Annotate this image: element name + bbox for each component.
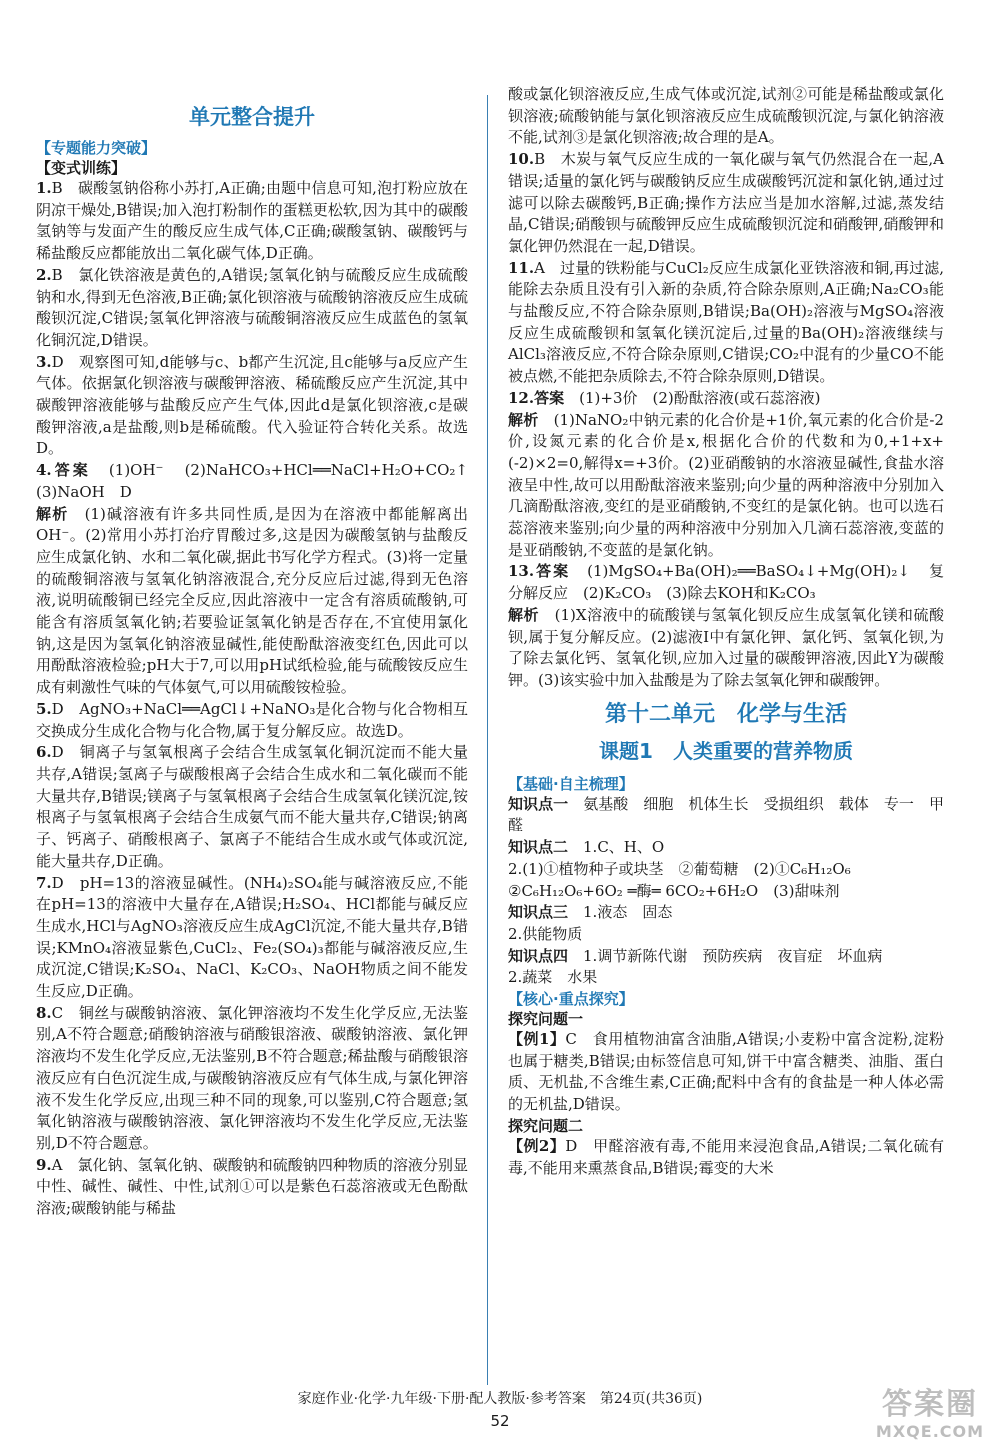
item-number: 3. xyxy=(36,352,52,371)
knowledge-text: 1.液态 固态 xyxy=(583,903,673,922)
watermark-bottom: MXQE.COM xyxy=(875,1422,985,1441)
column-divider xyxy=(487,95,488,1385)
item-text: C 铜丝与碳酸钠溶液、氯化钾溶液均不发生化学反应,无法鉴别,A不符合题意;硝酸钠溶液与硝酸银溶液、碳酸钠溶液、氯化钾溶液均不发生化学反应,无法鉴别,B不符合题意;稀盐酸与硝酸银溶液反应有白色沉淀生成,与碳酸钠溶液反应有气体生成,与氯化钾溶液不发生化学反应,出现三种不同的现象,可以鉴别,C符合题意;氢氧化钠溶液与碳酸钠溶液、氯化钾溶液均不发生化学反应,无法鉴别,D不符合题意。 xyxy=(36,1003,468,1152)
answer-item xyxy=(36,742,468,872)
item-number: 8. xyxy=(36,1003,52,1022)
answer-item xyxy=(508,84,944,149)
knowledge-item xyxy=(508,946,944,968)
knowledge-label: 知识点四 xyxy=(508,946,584,965)
right-column xyxy=(508,84,944,1179)
item-number: 5. xyxy=(36,699,52,718)
item-text: D 观察图可知,d能够与c、b都产生沉淀,且c能够与a反应产生气体。依据氯化钡溶液与碳酸钾溶液、稀硫酸反应产生沉淀,其中碳酸钾溶液能够与盐酸反应产生气体,因此d是氯化钡溶液,c是碳酸钾溶液,a是盐酸,则b是稀硫酸。代入验证符合转化关系。故选D。 xyxy=(36,352,468,458)
knowledge-item xyxy=(508,859,944,881)
item-label: 解析 xyxy=(508,605,555,624)
item-text: D pH=13的溶液显碱性。(NH₄)₂SO₄能与碱溶液反应,不能在pH=13的溶液中大量存在,A错误;H₂SO₄、HCl都能与碱反应生成水,HCl与AgNO₃溶液反应生成AgCl沉淀,不能大量共存,B错误;KMnO₄溶液显紫色,CuCl₂、Fe₂(SO₄)₃都能与碱溶液反应,生成沉淀,C错误;K₂SO₄、NaCl、K₂CO₃、NaOH物质之间不能发生反应,D正确。 xyxy=(36,873,468,1001)
item-number: 13. xyxy=(508,562,535,581)
item-text: A 氯化钠、氢氧化钠、碳酸钠和硫酸钠四种物质的溶液分别显中性、碱性、碱性、中性,试剂①可以是紫色石蕊溶液或无色酚酞溶液;碳酸钠能与稀盐 xyxy=(36,1155,468,1218)
answer-item xyxy=(508,561,944,604)
left-answer-list xyxy=(36,178,483,1220)
example-2-text: D 甲醛溶液有毒,不能用来浸泡食品,A错误;二氧化硫有毒,不能用来熏蒸食品,B错误;霉变的大米 xyxy=(508,1136,945,1177)
item-text: (1)MgSO₄+Ba(OH)₂══BaSO₄↓+Mg(OH)₂↓ 复分解反应 (2)K₂CO₃ (3)除去KOH和K₂CO₃ xyxy=(508,562,944,603)
item-text: D 铜离子与氢氧根离子会结合生成氢氧化铜沉淀而不能大量共存,A错误;氢离子与碳酸根离子会结合生成水和二氧化碳而不能大量共存,B错误;镁离子与氢氧根离子会结合生成氢氧化镁沉淀,铵根离子与氢氧根离子会结合生成氨气而不能大量共存,C错误;钠离子、钙离子、硝酸根离子、氯离子不能结合生成水或气体或沉淀,能大量共存,D正确。 xyxy=(36,743,468,870)
item-text: (1)+3价 (2)酚酞溶液(或石蕊溶液) xyxy=(579,388,821,407)
item-text: (1)碱溶液有许多共同性质,是因为在溶液中都能解离出OH⁻。(2)常用小苏打治疗胃酸过多,这是因为碳酸氢钠与盐酸反应生成氯化钠、水和二氧化碳,据此书写化学方程式。(3)将一定量的硫酸铜溶液与氢氧化钠溶液混合,充分反应后过滤,得到无色溶液,说明硫酸铜已经完全反应,因此溶液中一定含有溶质硫酸钠,可能含有溶质氢氧化钠;若要验证氢氧化钠是否存在,不宜使用氯化钠,这是因为氢氧化钠溶液显碱性,能使酚酞溶液变红色,因此可以用酚酞溶液检验;pH大于7,可以用pH试纸检验,能与硫酸铵反应生成有刺激性气味的气体氨气,可以用硫酸铵检验。 xyxy=(36,504,468,697)
knowledge-list xyxy=(508,794,944,989)
answer-item xyxy=(36,265,468,352)
example-2 xyxy=(508,1136,944,1179)
example-2-label: 【例2】 xyxy=(508,1136,566,1155)
item-number: 9. xyxy=(36,1155,52,1174)
explore-heading-2: 探究问题二 xyxy=(508,1116,584,1135)
item-text: (1)X溶液中的硫酸镁与氢氧化钡反应生成氢氧化镁和硫酸钡,属于复分解反应。(2)滤液Ⅰ中有氯化钾、氯化钙、氢氧化钡,为了除去氯化钙、氢氧化钡,应加入过量的碳酸钾溶液,因此Y为碳酸钾。(3)该实验中加入盐酸是为了除去氢氧化钾和碳酸钾。 xyxy=(508,605,944,689)
item-number: 12. xyxy=(508,388,535,407)
item-text: (1)OH⁻ (2)NaHCO₃+HCl══NaCl+H₂O+CO₂↑ (3)NaOH D xyxy=(36,461,483,501)
answer-item xyxy=(36,178,468,265)
knowledge-text: 2.供能物质 xyxy=(508,924,583,943)
answer-item xyxy=(36,1155,468,1220)
knowledge-text: 氨基酸 细胞 机体生长 受损组织 载体 专一 甲醛 xyxy=(508,794,944,835)
example-1 xyxy=(508,1029,944,1116)
sub-heading: 【变式训练】 xyxy=(36,159,127,177)
answer-item xyxy=(508,605,944,692)
site-watermark xyxy=(868,1388,992,1448)
item-number: 10. xyxy=(508,150,535,169)
item-label: 答案 xyxy=(534,562,588,581)
answer-item xyxy=(508,149,944,258)
knowledge-item xyxy=(508,902,944,924)
knowledge-text: 1.调节新陈代谢 预防疾病 夜盲症 坏血病 xyxy=(583,946,883,965)
item-text: A 过量的铁粉能与CuCl₂反应生成氯化亚铁溶液和铜,再过滤,能除去杂质且没有引入新的杂质,符合除杂原则,A正确;Na₂CO₃能与盐酸反应,不符合除杂原则,B错误;Ba(OH)₂溶液与MgSO₄溶液反应生成硫酸钡和氢氧化镁沉淀后,过量的Ba(OH)₂溶液继续与AlCl₃溶液反应,不符合除杂原则,C错误;CO₂中混有的少量CO不能被点燃,不能把杂质除去,不符合除杂原则,D错误。 xyxy=(508,258,944,386)
item-label: 答案 xyxy=(534,388,580,407)
lesson-title: 课题1 人类重要的营养物质 xyxy=(599,738,853,763)
item-number: 4. xyxy=(36,461,52,480)
item-text: (1)NaNO₂中钠元素的化合价是+1价,氧元素的化合价是-2价,设氮元素的化合价是x,根据化合价的代数和为0,+1+x+(-2)×2=0,解得x=+3价。(2)亚硝酸钠的水溶液显碱性,食盐水溶液呈中性,故可以用酚酞溶液来鉴别;向少量的两种溶液中分别加入几滴酚酞溶液,变红的是亚硝酸钠,不变红的是氯化钠。也可以选石蕊溶液来鉴别;向少量的两种溶液中分别加入几滴石蕊溶液,变蓝的是亚硝酸钠,不变蓝的是氯化钠。 xyxy=(508,410,944,559)
knowledge-item xyxy=(508,881,944,903)
example-1-text: C 食用植物油富含油脂,A错误;小麦粉中富含淀粉,淀粉也属于糖类,B错误;由标签信息可知,饼干中富含糖类、油脂、蛋白质、无机盐,不含维生素,C正确;配料中含有的食盐是一种人体必需的无机盐,D错误。 xyxy=(508,1030,945,1114)
answer-item xyxy=(508,410,944,562)
answer-item xyxy=(508,258,944,388)
answer-item xyxy=(36,873,468,1003)
core-heading: 【核心·重点探究】 xyxy=(508,990,634,1009)
item-number: 1. xyxy=(36,179,52,197)
knowledge-label: 知识点二 xyxy=(508,838,584,857)
answer-item xyxy=(36,504,468,699)
knowledge-item xyxy=(508,924,944,946)
knowledge-text: 2.(1)①植物种子或块茎 ②葡萄糖 (2)①C₆H₁₂O₆ xyxy=(508,859,851,878)
box-heading: 【专题能力突破】 xyxy=(36,139,157,157)
item-number: 7. xyxy=(36,873,52,892)
item-number: 6. xyxy=(36,743,52,762)
example-1-label: 【例1】 xyxy=(508,1030,566,1049)
knowledge-text: 2.蔬菜 水果 xyxy=(508,968,598,987)
answer-item xyxy=(36,1003,468,1155)
knowledge-item xyxy=(508,794,944,837)
left-column xyxy=(36,84,483,1220)
unit-title: 第十二单元 化学与生活 xyxy=(604,701,847,727)
item-text: B 碳酸氢钠俗称小苏打,A正确;由题中信息可知,泡打粉应放在阴凉干燥处,B错误;加入泡打粉制作的蛋糕更松软,因为其中的碳酸氢钠等与发面产生的酸反应生成气体,C正确;碳酸氢钠、碳酸钙与稀盐酸反应都能放出二氧化碳气体,D正确。 xyxy=(36,179,468,263)
answer-item xyxy=(508,388,944,410)
item-label: 解析 xyxy=(508,410,554,429)
knowledge-label: 知识点三 xyxy=(508,903,584,922)
item-label: 解析 xyxy=(36,504,85,523)
item-text: D AgNO₃+NaCl══AgCl↓+NaNO₃是化合物与化合物相互交换成分生成化合物与化合物,属于复分解反应。故选D。 xyxy=(36,699,468,740)
answer-item xyxy=(36,460,483,503)
item-label: 答案 xyxy=(51,461,109,480)
explore-heading-1: 探究问题一 xyxy=(508,1010,584,1029)
item-text: B 木炭与氧气反应生成的一氧化碳与氧气仍然混合在一起,A错误;适量的氯化钙与碳酸钠反应生成碳酸钙沉淀和氯化钠,通过过滤可以除去碳酸钙,B正确;操作方法应当是加水溶解,过滤,蒸发结晶,C错误;硝酸钡与硫酸钾反应生成硫酸钡沉淀和硝酸钾,硝酸钾和氯化钾仍然混在一起,D错误。 xyxy=(508,150,944,255)
knowledge-item xyxy=(508,967,944,989)
section-title: 单元整合提升 xyxy=(189,105,315,129)
item-text: B 氯化铁溶液是黄色的,A错误;氢氧化钠与硫酸反应生成硫酸钠和水,得到无色溶液,B正确;氯化钡溶液与硫酸钠溶液反应生成硫酸钡沉淀,C错误;氢氧化钾溶液与硫酸铜溶液反应生成蓝色的氢氧化铜沉淀,D错误。 xyxy=(36,265,468,349)
basic-heading: 【基础·自主梳理】 xyxy=(508,774,634,793)
knowledge-text: 1.C、H、O xyxy=(583,838,665,857)
answer-item xyxy=(36,352,468,461)
page-number: 52 xyxy=(490,1412,510,1430)
watermark-top: 答案圈 xyxy=(882,1387,978,1422)
item-number: 11. xyxy=(508,258,535,277)
knowledge-item xyxy=(508,837,944,859)
item-number: 2. xyxy=(36,265,52,284)
right-answer-list xyxy=(508,84,944,692)
answer-item xyxy=(36,699,468,742)
item-text: 酸或氯化钡溶液反应,生成气体或沉淀,试剂②可能是稀盐酸或氯化钡溶液;硫酸钠能与氯化钡溶液反应生成硫酸钡沉淀,与氯化钠溶液不能,试剂③是氯化钡溶液;故合理的是A。 xyxy=(508,85,944,147)
knowledge-label: 知识点一 xyxy=(508,794,584,813)
footer-text: 家庭作业·化学·九年级·下册·配人教版·参考答案 第24页(共36页) xyxy=(297,1391,703,1407)
knowledge-text: ②C₆H₁₂O₆+6O₂ ═酶═ 6CO₂+6H₂O (3)甜味剂 xyxy=(508,881,840,900)
